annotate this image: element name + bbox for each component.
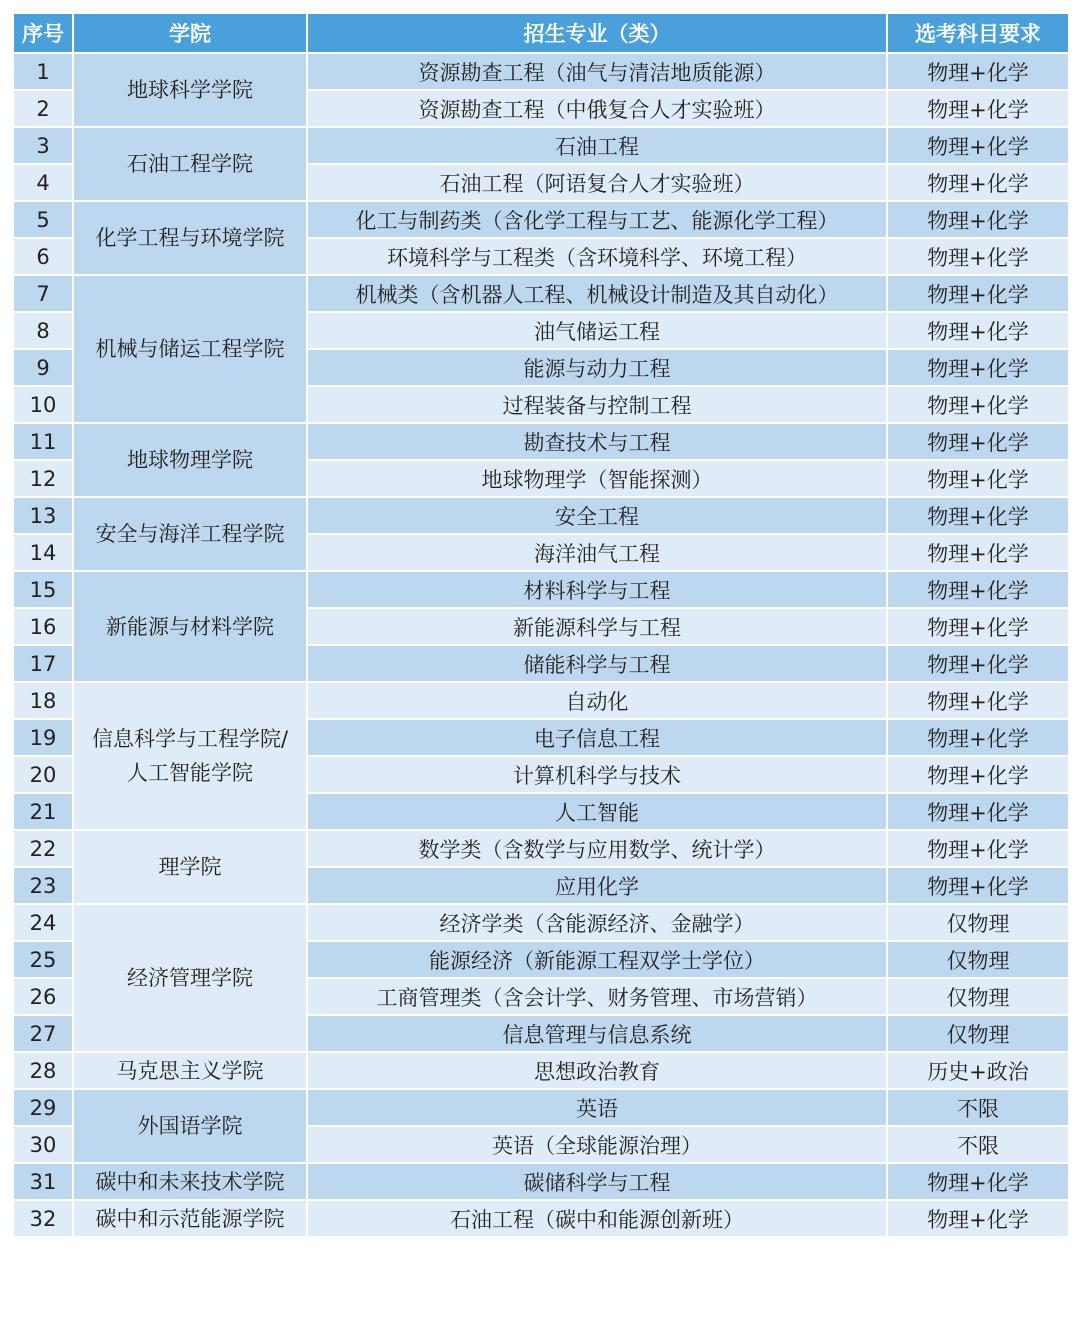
major-cell: 能源与动力工程 bbox=[307, 349, 887, 386]
requirement-cell: 物理+化学 bbox=[887, 349, 1069, 386]
table-header-row bbox=[13, 13, 1069, 53]
row-index: 12 bbox=[13, 460, 73, 497]
requirement-cell: 物理+化学 bbox=[887, 645, 1069, 682]
requirement-cell: 仅物理 bbox=[887, 904, 1069, 941]
header-college: 学院 bbox=[73, 13, 307, 53]
row-index: 9 bbox=[13, 349, 73, 386]
row-index: 24 bbox=[13, 904, 73, 941]
row-index: 14 bbox=[13, 534, 73, 571]
row-index: 16 bbox=[13, 608, 73, 645]
college-cell: 外国语学院 bbox=[73, 1089, 307, 1163]
requirement-cell: 物理+化学 bbox=[887, 756, 1069, 793]
table-row bbox=[13, 682, 1069, 719]
row-index: 2 bbox=[13, 90, 73, 127]
row-index: 11 bbox=[13, 423, 73, 460]
table-row bbox=[13, 497, 1069, 534]
row-index: 20 bbox=[13, 756, 73, 793]
major-cell: 资源勘查工程（中俄复合人才实验班） bbox=[307, 90, 887, 127]
major-cell: 思想政治教育 bbox=[307, 1052, 887, 1089]
row-index: 10 bbox=[13, 386, 73, 423]
major-cell: 勘查技术与工程 bbox=[307, 423, 887, 460]
table-row bbox=[13, 571, 1069, 608]
row-index: 32 bbox=[13, 1200, 73, 1237]
college-cell: 地球科学学院 bbox=[73, 53, 307, 127]
row-index: 1 bbox=[13, 53, 73, 90]
requirement-cell: 物理+化学 bbox=[887, 1163, 1069, 1200]
major-cell: 石油工程 bbox=[307, 127, 887, 164]
major-cell: 机械类（含机器人工程、机械设计制造及其自动化） bbox=[307, 275, 887, 312]
college-cell bbox=[73, 682, 307, 830]
table-row bbox=[13, 127, 1069, 164]
college-cell: 地球物理学院 bbox=[73, 423, 307, 497]
row-index: 31 bbox=[13, 1163, 73, 1200]
row-index: 7 bbox=[13, 275, 73, 312]
major-cell: 应用化学 bbox=[307, 867, 887, 904]
college-cell: 理学院 bbox=[73, 830, 307, 904]
requirement-cell: 物理+化学 bbox=[887, 164, 1069, 201]
major-cell: 化工与制药类（含化学工程与工艺、能源化学工程） bbox=[307, 201, 887, 238]
requirement-cell: 物理+化学 bbox=[887, 312, 1069, 349]
major-cell: 经济学类（含能源经济、金融学） bbox=[307, 904, 887, 941]
row-index: 23 bbox=[13, 867, 73, 904]
requirement-cell: 不限 bbox=[887, 1089, 1069, 1126]
row-index: 15 bbox=[13, 571, 73, 608]
major-cell: 英语 bbox=[307, 1089, 887, 1126]
major-cell: 计算机科学与技术 bbox=[307, 756, 887, 793]
college-cell: 新能源与材料学院 bbox=[73, 571, 307, 682]
row-index: 5 bbox=[13, 201, 73, 238]
major-cell: 电子信息工程 bbox=[307, 719, 887, 756]
college-cell: 安全与海洋工程学院 bbox=[73, 497, 307, 571]
college-cell: 碳中和示范能源学院 bbox=[73, 1200, 307, 1237]
requirement-cell: 物理+化学 bbox=[887, 127, 1069, 164]
requirement-cell: 物理+化学 bbox=[887, 201, 1069, 238]
major-cell: 环境科学与工程类（含环境科学、环境工程） bbox=[307, 238, 887, 275]
table-row bbox=[13, 904, 1069, 941]
header-requirement: 选考科目要求 bbox=[887, 13, 1069, 53]
row-index: 26 bbox=[13, 978, 73, 1015]
row-index: 29 bbox=[13, 1089, 73, 1126]
header-major: 招生专业（类） bbox=[307, 13, 887, 53]
college-cell: 马克思主义学院 bbox=[73, 1052, 307, 1089]
requirement-cell: 物理+化学 bbox=[887, 571, 1069, 608]
major-cell: 储能科学与工程 bbox=[307, 645, 887, 682]
requirement-cell: 物理+化学 bbox=[887, 719, 1069, 756]
major-cell: 石油工程（碳中和能源创新班） bbox=[307, 1200, 887, 1237]
requirement-cell: 物理+化学 bbox=[887, 830, 1069, 867]
major-cell: 新能源科学与工程 bbox=[307, 608, 887, 645]
table-body bbox=[13, 53, 1069, 1237]
requirement-cell: 物理+化学 bbox=[887, 386, 1069, 423]
college-cell: 化学工程与环境学院 bbox=[73, 201, 307, 275]
row-index: 22 bbox=[13, 830, 73, 867]
row-index: 27 bbox=[13, 1015, 73, 1052]
requirement-cell: 物理+化学 bbox=[887, 867, 1069, 904]
table-row bbox=[13, 201, 1069, 238]
row-index: 6 bbox=[13, 238, 73, 275]
college-name-line: 信息科学与工程学院/ bbox=[91, 727, 289, 751]
major-cell: 石油工程（阿语复合人才实验班） bbox=[307, 164, 887, 201]
major-cell: 材料科学与工程 bbox=[307, 571, 887, 608]
row-index: 30 bbox=[13, 1126, 73, 1163]
table-row bbox=[13, 1052, 1069, 1089]
college-cell: 石油工程学院 bbox=[73, 127, 307, 201]
row-index: 17 bbox=[13, 645, 73, 682]
requirement-cell: 物理+化学 bbox=[887, 275, 1069, 312]
table-row bbox=[13, 1163, 1069, 1200]
admission-table bbox=[12, 12, 1070, 1238]
admission-table-container bbox=[12, 12, 1068, 1238]
row-index: 8 bbox=[13, 312, 73, 349]
row-index: 28 bbox=[13, 1052, 73, 1089]
requirement-cell: 物理+化学 bbox=[887, 1200, 1069, 1237]
table-row bbox=[13, 423, 1069, 460]
requirement-cell: 物理+化学 bbox=[887, 682, 1069, 719]
college-cell: 经济管理学院 bbox=[73, 904, 307, 1052]
major-cell: 油气储运工程 bbox=[307, 312, 887, 349]
college-name-line: 人工智能学院 bbox=[127, 761, 253, 785]
major-cell: 碳储科学与工程 bbox=[307, 1163, 887, 1200]
table-row bbox=[13, 53, 1069, 90]
row-index: 19 bbox=[13, 719, 73, 756]
major-cell: 资源勘查工程（油气与清洁地质能源） bbox=[307, 53, 887, 90]
requirement-cell: 历史+政治 bbox=[887, 1052, 1069, 1089]
table-row bbox=[13, 830, 1069, 867]
major-cell: 信息管理与信息系统 bbox=[307, 1015, 887, 1052]
college-cell: 机械与储运工程学院 bbox=[73, 275, 307, 423]
table-row bbox=[13, 1200, 1069, 1237]
row-index: 25 bbox=[13, 941, 73, 978]
requirement-cell: 物理+化学 bbox=[887, 90, 1069, 127]
major-cell: 能源经济（新能源工程双学士学位） bbox=[307, 941, 887, 978]
table-row bbox=[13, 1089, 1069, 1126]
row-index: 21 bbox=[13, 793, 73, 830]
header-index: 序号 bbox=[13, 13, 73, 53]
requirement-cell: 物理+化学 bbox=[887, 793, 1069, 830]
requirement-cell: 物理+化学 bbox=[887, 534, 1069, 571]
major-cell: 海洋油气工程 bbox=[307, 534, 887, 571]
college-cell: 碳中和未来技术学院 bbox=[73, 1163, 307, 1200]
major-cell: 地球物理学（智能探测） bbox=[307, 460, 887, 497]
table-row bbox=[13, 275, 1069, 312]
requirement-cell: 物理+化学 bbox=[887, 497, 1069, 534]
major-cell: 人工智能 bbox=[307, 793, 887, 830]
requirement-cell: 物理+化学 bbox=[887, 423, 1069, 460]
requirement-cell: 仅物理 bbox=[887, 941, 1069, 978]
requirement-cell: 物理+化学 bbox=[887, 460, 1069, 497]
major-cell: 安全工程 bbox=[307, 497, 887, 534]
major-cell: 过程装备与控制工程 bbox=[307, 386, 887, 423]
row-index: 3 bbox=[13, 127, 73, 164]
major-cell: 英语（全球能源治理） bbox=[307, 1126, 887, 1163]
requirement-cell: 物理+化学 bbox=[887, 53, 1069, 90]
major-cell: 自动化 bbox=[307, 682, 887, 719]
row-index: 4 bbox=[13, 164, 73, 201]
major-cell: 工商管理类（含会计学、财务管理、市场营销） bbox=[307, 978, 887, 1015]
requirement-cell: 仅物理 bbox=[887, 1015, 1069, 1052]
row-index: 18 bbox=[13, 682, 73, 719]
requirement-cell: 物理+化学 bbox=[887, 238, 1069, 275]
major-cell: 数学类（含数学与应用数学、统计学） bbox=[307, 830, 887, 867]
requirement-cell: 不限 bbox=[887, 1126, 1069, 1163]
requirement-cell: 仅物理 bbox=[887, 978, 1069, 1015]
row-index: 13 bbox=[13, 497, 73, 534]
requirement-cell: 物理+化学 bbox=[887, 608, 1069, 645]
